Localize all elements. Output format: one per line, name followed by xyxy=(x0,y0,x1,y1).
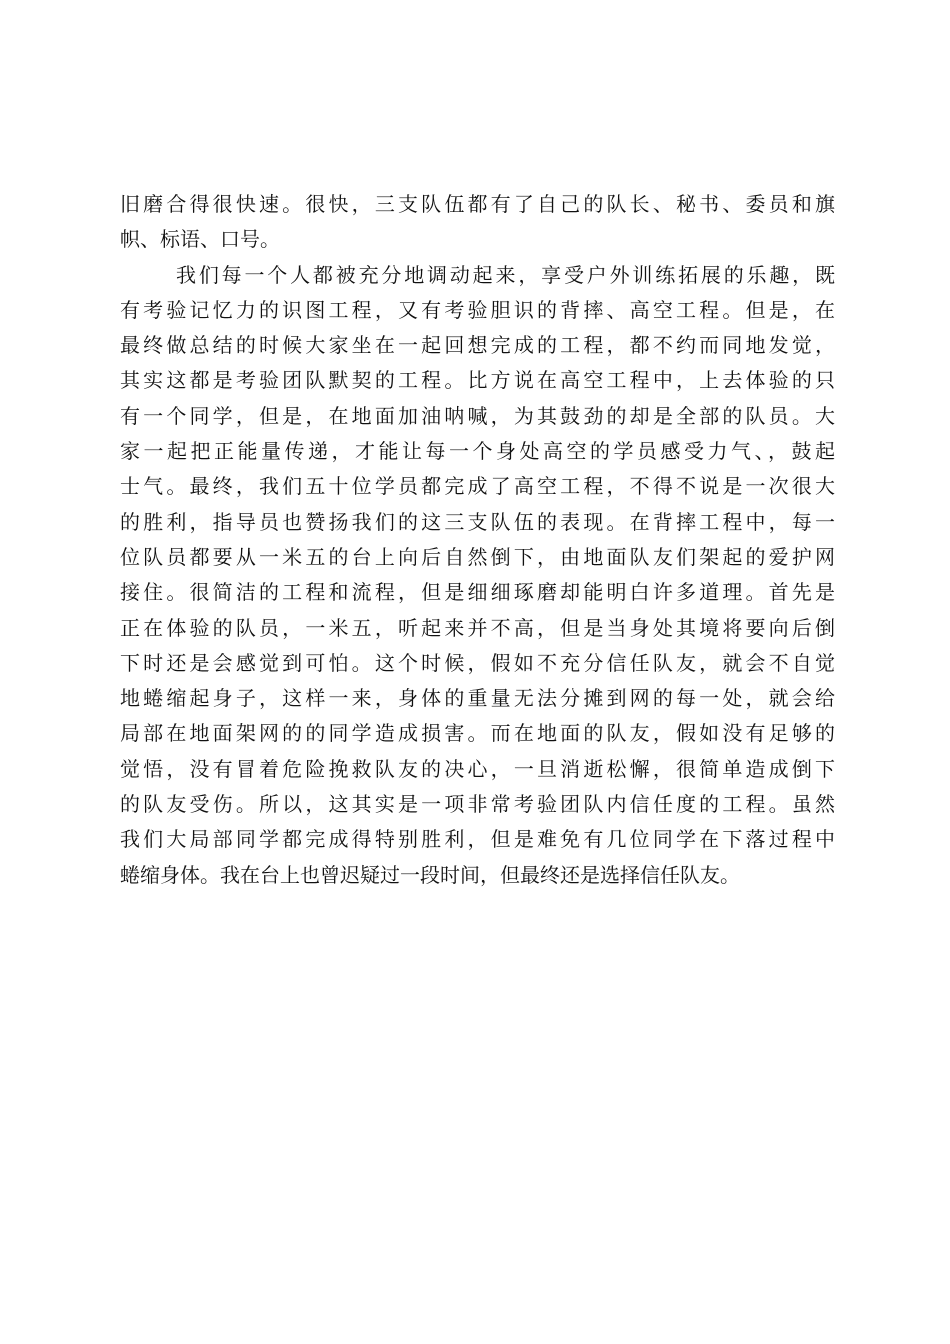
text-line: 士气。最终，我们五十位学员都完成了高空工程，不得不说是一次很大 xyxy=(120,474,835,499)
text-line: 我们大局部同学都完成得特别胜利，但是难免有几位同学在下落过程中 xyxy=(120,827,835,852)
text-line: 其实这都是考验团队默契的工程。比方说在高空工程中，上去体验的只 xyxy=(120,368,835,393)
text-line: 帜、标语、口号。 xyxy=(120,227,280,252)
text-line: 最终做总结的时候大家坐在一起回想完成的工程，都不约而同地发觉， xyxy=(120,333,835,358)
text-line: 位队员都要从一米五的台上向后自然倒下，由地面队友们架起的爱护网 xyxy=(120,544,835,569)
text-line: 下时还是会感觉到可怕。这个时候，假如不充分信任队友，就会不自觉 xyxy=(120,650,835,675)
text-line: 我们每一个人都被充分地调动起来，享受户外训练拓展的乐趣，既 xyxy=(176,262,835,287)
body-text xyxy=(120,187,835,893)
text-line: 的胜利，指导员也赞扬我们的这三支队伍的表现。在背摔工程中，每一 xyxy=(120,509,835,534)
text-line: 旧磨合得很快速。很快，三支队伍都有了自己的队长、秘书、委员和旗 xyxy=(120,192,835,216)
text-line: 地蜷缩起身子，这样一来，身体的重量无法分摊到网的每一处，就会给 xyxy=(120,686,835,711)
text-line: 接住。很简洁的工程和流程，但是细细琢磨却能明白许多道理。首先是 xyxy=(120,580,835,605)
text-line: 有一个同学，但是，在地面加油呐喊，为其鼓劲的却是全部的队员。大 xyxy=(120,403,835,428)
text-line: 觉悟，没有冒着危险挽救队友的决心，一旦消逝松懈，很简单造成倒下 xyxy=(120,756,835,781)
text-line: 有考验记忆力的识图工程，又有考验胆识的背摔、高空工程。但是，在 xyxy=(120,297,835,322)
text-line: 的队友受伤。所以，这其实是一项非常考验团队内信任度的工程。虽然 xyxy=(120,792,835,817)
text-line: 正在体验的队员，一米五，听起来并不高，但是当身处其境将要向后倒 xyxy=(120,615,835,640)
text-line: 局部在地面架网的的同学造成损害。而在地面的队友，假如没有足够的 xyxy=(120,721,835,746)
text-line: 家一起把正能量传递，才能让每一个身处高空的学员感受力气、，鼓起 xyxy=(120,439,835,464)
text-line: 蜷缩身体。我在台上也曾迟疑过一段时间，但最终还是选择信任队友。 xyxy=(120,862,740,887)
